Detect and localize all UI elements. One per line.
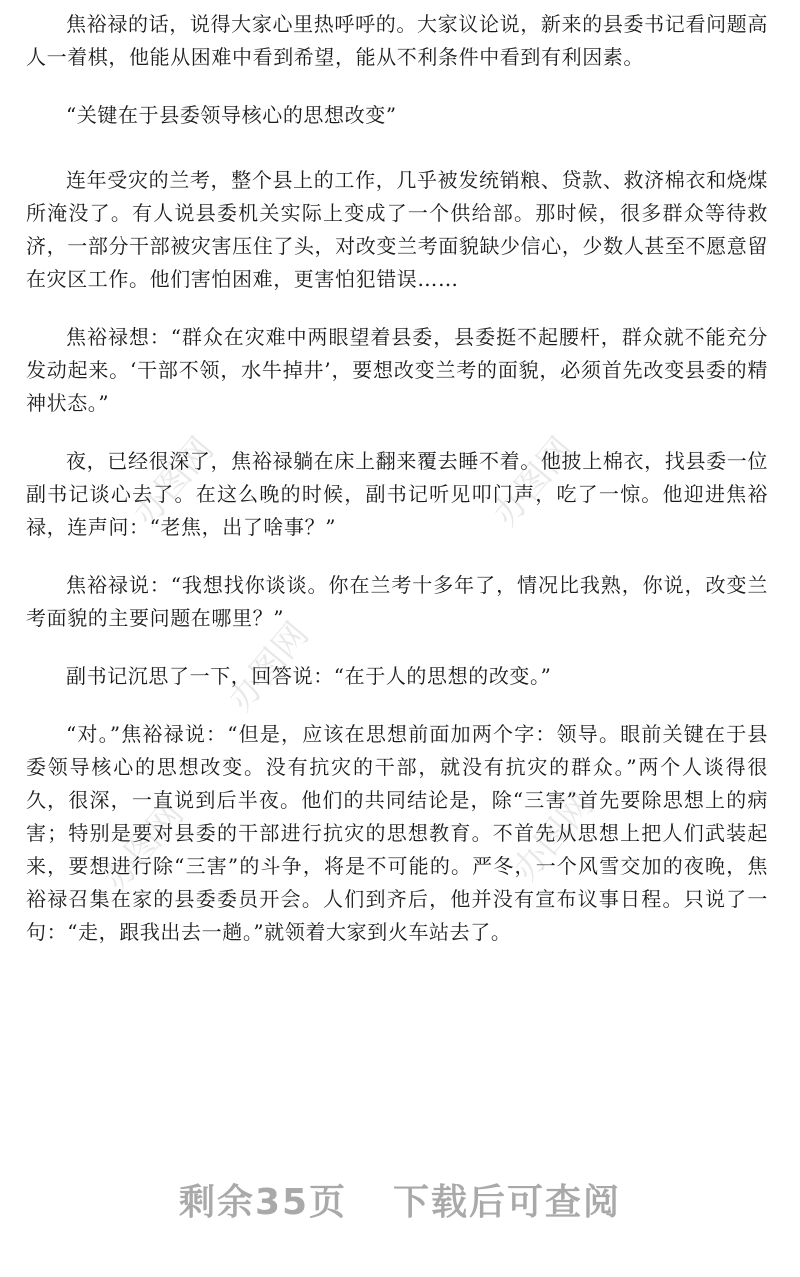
remaining-pages-label: 剩余35页 bbox=[178, 1182, 348, 1223]
paragraph: 焦裕禄想：“群众在灾难中两眼望着县委，县委挺不起腰杆，群众就不能充分发动起来。‘干部不领，水牛掉井’，要想改变兰考的面貌，必须首先改变县委的精神状态。” bbox=[26, 325, 768, 415]
paragraph: 焦裕禄说：“我想找你谈谈。你在兰考十多年了，情况比我熟，你说，改变兰考面貌的主要问题在哪里？” bbox=[26, 573, 768, 630]
paragraph: 焦裕禄的话，说得大家心里热呼呼的。大家议论说，新来的县委书记看问题高人一着棋，他能从困难中看到希望，能从不利条件中看到有利因素。 bbox=[26, 12, 768, 69]
watermark-text: 办图网 bbox=[485, 429, 582, 534]
download-hint-label: 下载后可查阅 bbox=[393, 1182, 622, 1223]
watermark-text: 办图网 bbox=[505, 784, 602, 889]
watermark-text: 办图网 bbox=[220, 614, 317, 719]
document-body bbox=[26, 8, 768, 974]
paragraph: “对。”焦裕禄说：“但是，应该在思想前面加两个字：领导。眼前关键在于县委领导核心的思想改变。没有抗灾的干部，就没有抗灾的群众。”两个人谈得很久，很深，一直说到后半夜。他们的共同结论是，除“三害”首先要除思想上的病害；特别是要对县委的干部进行抗灾的思想教育。不首先从思想上把人们武装起来，要想进行除“三害”的斗争，将是不可能的。严冬，一个风雪交加的夜晚，焦裕禄召集在家的县委委员开会。人们到齐后，他并没有宣布议事日程。只说了一句：“走，跟我出去一趟。”就领着大家到火车站去了。 bbox=[26, 722, 768, 944]
watermark-text: 办图网 bbox=[95, 794, 192, 899]
paragraph: 副书记沉思了一下，回答说：“在于人的思想的改变。” bbox=[66, 664, 552, 688]
remaining-pages-banner[interactable] bbox=[0, 1174, 800, 1225]
paragraph: 连年受灾的兰考，整个县上的工作，几乎被发统销粮、贷款、救济棉衣和烧煤所淹没了。有人说县委机关实际上变成了一个供给部。那时候，很多群众等待救济，一部分干部被灾害压住了头，对改变兰考面貌缺少信心，少数人甚至不愿意留在灾区工作。他们害怕困难，更害怕犯错误…… bbox=[26, 168, 768, 291]
paragraph: 夜，已经很深了，焦裕禄躺在床上翻来覆去睡不着。他披上棉衣，找县委一位副书记谈心去了。在这么晚的时候，副书记听见叩门声，吃了一惊。他迎进焦裕禄，连声问：“老焦，出了啥事？” bbox=[26, 449, 768, 539]
watermark-text: 办图网 bbox=[125, 429, 222, 534]
section-heading: “关键在于县委领导核心的思想改变” bbox=[66, 103, 397, 127]
